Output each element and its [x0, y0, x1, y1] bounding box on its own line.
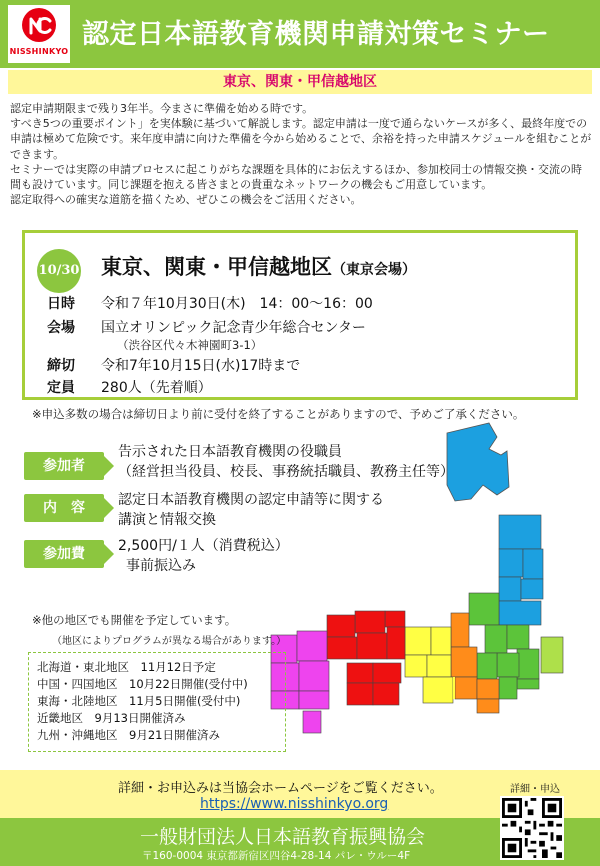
map-chugoku-5: [357, 633, 387, 659]
program-note: （地区によりプログラムが異なる場合があります。）: [52, 636, 287, 647]
map-tohoku-1: [499, 515, 541, 549]
map-kinki-4: [427, 655, 451, 677]
organization-name: 一般財団法人日本語教育振興協会: [140, 826, 426, 848]
map-kanto-6: [477, 653, 497, 679]
map-tohoku-6: [499, 601, 541, 625]
detail-text: 詳細・お申込みは当協会ホームページをご覧ください。: [118, 781, 443, 796]
schedule-box: [28, 652, 286, 752]
other-regions-note: ※他の地区でも開催を予定しています。: [32, 613, 237, 627]
logo-mark-icon: [22, 8, 56, 42]
fee-line2: 事前振込み: [126, 558, 196, 574]
content-tag: 内 容: [24, 494, 104, 522]
fee-text: [118, 536, 289, 576]
map-okinawa: [303, 711, 321, 733]
website-link[interactable]: https://www.nisshinkyo.org: [200, 796, 389, 812]
event-region: 東京、関東・甲信越地区: [101, 255, 332, 279]
nisshinkyo-logo: [8, 5, 70, 63]
map-kanto-4: [517, 649, 539, 679]
map-chubu-5: [477, 699, 499, 713]
participants-tag: 参加者: [24, 452, 104, 480]
schedule-item: 近畿地区 9月13日開催済み: [37, 711, 186, 725]
map-chubu-4: [477, 679, 499, 699]
map-tohoku-3: [523, 549, 543, 579]
header-band: [0, 0, 600, 68]
map-kanto-9: [499, 677, 517, 699]
event-venue-tag: （東京会場）: [332, 262, 416, 278]
datetime-label: 日時: [47, 296, 75, 312]
map-chugoku-1: [385, 611, 405, 627]
fee-line1: 2,500円/１人（消費税込）: [118, 538, 289, 554]
schedule-item: 九州・沖縄地区 9月21日開催済み: [37, 728, 220, 742]
map-chugoku-2: [355, 611, 385, 633]
map-shikoku-4: [373, 683, 399, 705]
map-kanto-3: [507, 625, 529, 649]
event-title: [101, 251, 416, 281]
map-chubu-1: [451, 613, 469, 647]
schedule-item: 北海道・東北地区 11月12日予定: [37, 660, 216, 674]
date-badge: 10/30: [37, 249, 81, 293]
deadline-value: 令和7年10月15日(水)17時まで: [101, 358, 301, 374]
content-line1: 認定日本語教育機関の認定申請等に関する: [118, 492, 384, 508]
map-kanto-7: [517, 679, 539, 689]
capacity-label: 定員: [47, 380, 75, 396]
map-kyushu-4: [299, 661, 329, 691]
schedule-item: 東海・北陸地区 11月5日開催(受付中): [37, 694, 241, 708]
map-kinki-1: [405, 627, 431, 655]
map-shikoku-3: [347, 683, 373, 705]
region-banner: 東京、関東・甲信越地区: [8, 70, 592, 94]
map-kanto-8: [541, 637, 563, 673]
map-chubu-2: [451, 647, 477, 677]
intro-paragraph: 認定取得への確実な道筋を描くため、ぜひこの機会をご活用ください。: [10, 193, 362, 207]
organization-address: 〒160-0004 東京都新宿区四谷4-28-14 パレ・ウルー4F: [142, 850, 411, 862]
venue-row: [47, 317, 366, 337]
map-kyushu-6: [299, 691, 329, 709]
venue-value: 国立オリンピック記念青少年総合センター: [101, 320, 366, 336]
map-shikoku-1: [347, 663, 373, 683]
map-kinki-6: [453, 677, 455, 699]
participants-line1: 告示された日本語教育機関の役職員: [118, 444, 342, 460]
map-chugoku-3: [327, 615, 355, 637]
qr-code-icon[interactable]: [500, 796, 564, 860]
schedule-item: 中国・四国地区 10月22日開催(受付中): [37, 677, 248, 691]
capacity-value: 280人（先着順）: [101, 380, 212, 396]
participants-line2: （経営担当役員、校長、事務統括職員、教務主任等）: [118, 464, 454, 480]
map-shikoku-2: [373, 663, 401, 683]
map-kanto-5: [497, 653, 519, 677]
fee-tag: 参加費: [24, 540, 104, 568]
map-chubu-3: [455, 677, 477, 699]
map-kyushu-2: [297, 631, 327, 661]
datetime-row: [47, 293, 373, 313]
map-chugoku-6: [387, 627, 405, 659]
deadline-note: ※申込多数の場合は締切日より前に受付を終了することがありますので、予めご了承ください。: [32, 407, 525, 421]
venue-address: （渋谷区代々木神園町3-1）: [117, 338, 263, 352]
intro-paragraph: 認定申請期限まで残り3年半。今まさに準備を始める時です。: [10, 102, 314, 115]
map-kinki-3: [405, 655, 427, 677]
map-tohoku-4: [499, 577, 521, 601]
deadline-label: 締切: [47, 358, 75, 374]
participants-text: [118, 442, 454, 482]
map-kinki-2: [431, 627, 451, 655]
venue-label: 会場: [47, 320, 75, 336]
map-tohoku-5: [521, 579, 543, 599]
map-kanto-2: [485, 625, 507, 653]
map-chugoku-4: [327, 637, 357, 659]
map-hokkaido: [447, 423, 509, 501]
capacity-row: [47, 377, 212, 397]
event-details-box: [22, 230, 578, 400]
datetime-value: 令和７年10月30日(木) 14：00～16：00: [101, 296, 373, 312]
intro-paragraph: セミナーでは実際の申請プロセスに起こりがちな課題を具体的にお伝えするほか、参加校同士の情報交換・交流の時間も設けています。同じ課題を抱える皆さまとの貴重なネットワークの機会もご用意しています。: [10, 162, 582, 192]
map-kinki-5: [423, 677, 453, 703]
intro-text: [10, 101, 592, 207]
logo-text: NISSHINKYO: [9, 47, 69, 56]
content-text: [118, 490, 384, 530]
qr-label: 詳細・申込: [510, 784, 560, 795]
map-kanto-1: [469, 593, 499, 625]
page-title: 認定日本語教育機関申請対策セミナー: [82, 19, 550, 50]
map-tohoku-2: [499, 549, 523, 577]
intro-paragraph: すべき5つの重要ポイント」を実体験に基づいて解説します。認定申請は一度で通らないケースが多く、最終年度での申請は極めて危険です。来年度申請に向けた準備を今から始めることで、余裕を持った申請スケジュールを組むことができます。: [10, 117, 592, 161]
content-line2: 講演と情報交換: [118, 512, 216, 528]
deadline-row: [47, 355, 300, 375]
